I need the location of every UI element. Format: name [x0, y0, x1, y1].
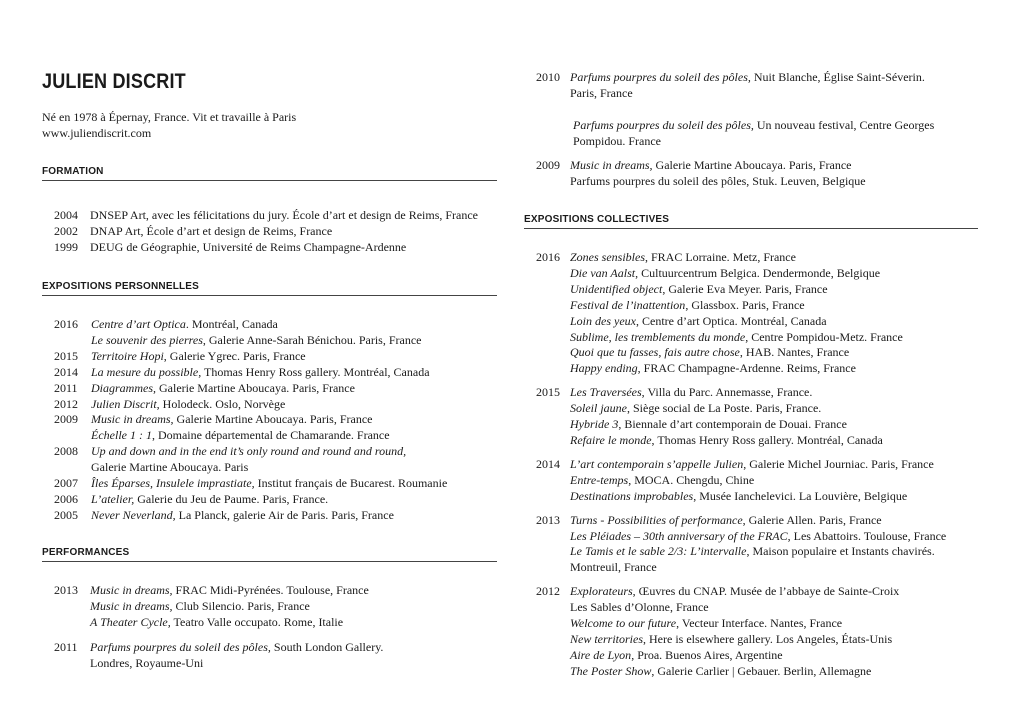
expo-entry [42, 365, 497, 381]
venue: , Villa du Parc. Annemasse, France. [641, 385, 813, 400]
work-title: Unidentified object [570, 281, 663, 296]
expo-entry [42, 397, 497, 413]
work-title: Loin des yeux [570, 313, 636, 328]
performance-group [42, 640, 497, 672]
work-title: Le souvenir des pierres [91, 332, 203, 347]
venue: , Galerie Eva Meyer. Paris, France [662, 281, 828, 296]
work-title: Music in dreams, [91, 412, 174, 427]
performances-heading: PERFORMANCES [42, 547, 497, 562]
entry-year: 2011 [54, 639, 78, 654]
work-title: Centre d’art Optica [91, 317, 186, 331]
expo-group [524, 584, 978, 679]
venue: FRAC Midi-Pyrénées. Toulouse, France [172, 583, 369, 597]
entry-year: 2009 [536, 157, 560, 172]
entry-year: 2004 [54, 208, 78, 222]
work-title: Les Traversées [570, 385, 642, 400]
work-title: Entre-temps [570, 472, 629, 487]
venue: Londres, Royaume-Uni [90, 655, 204, 670]
expo-entry [42, 476, 497, 492]
entry-year: 2013 [54, 583, 78, 597]
venue: Teatro Valle occupato. Rome, Italie [170, 614, 344, 629]
entry-year: 1999 [54, 239, 78, 254]
expo-entry [42, 381, 497, 397]
venue: , Siège social de La Poste. Paris, France. [627, 401, 822, 416]
work-title: Zones sensibles [570, 250, 645, 264]
venue: Thomas Henry Ross gallery. Montréal, Canada [201, 364, 430, 379]
work-title: Music in dreams, [90, 583, 173, 597]
expo-entry [42, 412, 497, 428]
venue: Montreuil, France [570, 560, 657, 575]
entry-year: 2014 [536, 456, 560, 471]
work-title: Territoire Hopi [91, 348, 164, 363]
venue: Institut français de Bucarest. Roumanie [254, 476, 448, 491]
venue: . Montréal, Canada [185, 317, 278, 331]
venue: La Planck, galerie Air de Paris. Paris, France [175, 507, 394, 522]
venue: , Domaine départemental de Chamarande. France [151, 428, 390, 443]
work-title: L’art contemporain s’appelle Julien [570, 456, 744, 471]
work-title: Explorateurs [570, 584, 633, 599]
venue: Un nouveau festival, Centre Georges [753, 117, 935, 132]
work-title: Turns - Possibilities of performance [570, 512, 743, 527]
work-title: New territories [570, 631, 644, 646]
entry-year: 2002 [54, 223, 78, 238]
expo-group [524, 513, 978, 577]
expo-entry [42, 508, 497, 524]
venue: Galerie Martine Aboucaya. Paris [91, 460, 249, 475]
venue: , Proa. Buenos Aires, Argentine [631, 647, 783, 662]
expo-entry [42, 428, 497, 444]
work-title: Aire de Lyon [570, 647, 632, 662]
venue: Galerie du Jeu de Paume. Paris, France. [134, 491, 329, 506]
entry-year: 2006 [54, 491, 78, 506]
venue: , Glassbox. Paris, France [685, 297, 805, 312]
expo-group [524, 70, 978, 150]
expo-entry [42, 444, 497, 460]
work-title: Quoi que tu fasses, fais autre chose [570, 345, 740, 360]
expo-group [524, 385, 978, 449]
expo-entry [42, 349, 497, 365]
venue: Galerie Martine Aboucaya. Paris, France [173, 412, 373, 427]
bio-line: Né en 1978 à Épernay, France. Vit et travaille à Paris [42, 110, 297, 124]
venue: Les Sables d’Olonne, France [570, 600, 709, 615]
personnelles-continued [524, 70, 978, 189]
venue: Pompidou. France [573, 133, 661, 148]
venue: Galerie Martine Aboucaya. Paris, France [156, 380, 355, 395]
work-title: Music in dreams, [570, 157, 653, 172]
work-title: Îles Éparses, Insulele imprastiate, [91, 476, 255, 491]
work-title: Soleil jaune [570, 401, 627, 416]
entry-year: 2011 [54, 380, 78, 395]
venue: , Musée Ianchelevici. La Louvière, Belgique [693, 488, 908, 503]
entry-year: 2010 [536, 70, 560, 84]
venue: , FRAC Champagne-Ardenne. Reims, France [637, 361, 856, 376]
venue: Galerie Martine Aboucaya. Paris, France [652, 157, 852, 172]
venue: Parfums pourpres du soleil des pôles, Stuk. Leuven, Belgique [570, 173, 866, 188]
venue: , Les Abattoirs. Toulouse, France [787, 528, 947, 543]
formation-heading: FORMATION [42, 166, 497, 181]
expo-entry [42, 460, 497, 476]
work-title: The Poster Show [570, 663, 652, 678]
entry-text: DEUG de Géographie, Université de Reims Champagne-Ardenne [90, 239, 407, 254]
entry-year: 2014 [54, 364, 78, 379]
performance-group [42, 583, 497, 631]
venue: , Thomas Henry Ross gallery. Montréal, Canada [651, 432, 883, 447]
collectives-list [524, 250, 978, 680]
work-title: A Theater Cycle, [90, 614, 171, 629]
work-title: Happy ending [570, 361, 638, 376]
venue: , Here is elsewhere gallery. Los Angeles, États-Unis [643, 631, 893, 646]
venue: , Centre Pompidou-Metz. France [745, 329, 903, 344]
work-title: Sublime, les tremblements du monde [570, 329, 746, 344]
entry-year: 2015 [536, 385, 560, 400]
entry-year: 2012 [54, 396, 78, 411]
expo-group [524, 457, 978, 505]
artist-name: JULIEN DISCRIT [42, 70, 186, 93]
entry-year: 2016 [54, 317, 78, 331]
expo-group [524, 158, 978, 190]
entry-year: 2005 [54, 507, 78, 522]
formation-list [42, 208, 497, 256]
entry-year: 2012 [536, 584, 560, 599]
venue: Paris, France [570, 85, 633, 100]
entry-text: DNSEP Art, avec les félicitations du jury. École d’art et design de Reims, France [90, 208, 479, 222]
venue: , FRAC Lorraine. Metz, France [645, 250, 796, 264]
work-title: Le Tamis et le sable 2/3: L’intervalle [570, 544, 747, 559]
venue: , MOCA. Chengdu, Chine [628, 472, 755, 487]
venue: , Galerie Allen. Paris, France [742, 512, 882, 527]
venue: Holodeck. Oslo, Norvège [159, 396, 286, 411]
work-title: L’atelier, [91, 491, 135, 506]
formation-entry [42, 224, 497, 240]
work-title: Die van Aalst [570, 265, 636, 280]
work-title: Parfums pourpres du soleil des pôles, [573, 117, 754, 132]
venue: , Galerie Anne-Sarah Bénichou. Paris, France [202, 332, 422, 347]
entry-year: 2007 [54, 476, 78, 491]
venue: , Centre d’art Optica. Montréal, Canada [635, 313, 827, 328]
venue: , Biennale d’art contemporain de Douai. France [618, 417, 847, 432]
entry-year: 2016 [536, 250, 560, 264]
venue: South London Gallery. [270, 639, 384, 654]
venue: , Galerie Carlier | Gebauer. Berlin, Allemagne [651, 663, 872, 678]
artist-bio [42, 109, 296, 141]
work-title: Parfums pourpres du soleil des pôles, [90, 639, 271, 654]
entry-year: 2015 [54, 348, 78, 363]
work-title: Festival de l’inattention [570, 297, 686, 312]
formation-entry [42, 208, 497, 224]
venue: Nuit Blanche, Église Saint-Séverin. [750, 70, 925, 84]
personnelles-heading: EXPOSITIONS PERSONNELLES [42, 281, 497, 296]
venue: , Galerie Ygrec. Paris, France [163, 348, 306, 363]
venue: , HAB. Nantes, France [739, 345, 850, 360]
work-title: Julien Discrit, [91, 396, 160, 411]
work-title: Hybride 3 [570, 417, 619, 432]
personnelles-list [42, 317, 497, 524]
expo-entry [42, 492, 497, 508]
performances-list [42, 583, 497, 672]
collectives-heading: EXPOSITIONS COLLECTIVES [524, 214, 978, 229]
entry-year: 2008 [54, 444, 78, 459]
work-title: Refaire le monde [570, 432, 652, 447]
expo-entry [42, 317, 497, 333]
work-title: Never Neverland, [91, 507, 176, 522]
work-title: Destinations improbables [570, 488, 694, 503]
venue: , Maison populaire et Instants chavirés. [746, 544, 935, 559]
venue: , Cultuurcentrum Belgica. Dendermonde, Belgique [635, 265, 881, 280]
expo-entry [42, 333, 497, 349]
work-title: Welcome to our future [570, 616, 677, 631]
work-title: Parfums pourpres du soleil des pôles, [570, 70, 751, 84]
venue: , Œuvres du CNAP. Musée de l’abbaye de Sainte-Croix [632, 584, 900, 599]
entry-year: 2013 [536, 512, 560, 527]
work-title: Diagrammes, [91, 380, 156, 395]
formation-entry [42, 240, 497, 256]
work-title: Les Pléiades – 30th anniversary of the FRAC [570, 528, 788, 543]
entry-text: DNAP Art, École d’art et design de Reims, France [90, 223, 333, 238]
work-title: Music in dreams, [90, 598, 173, 613]
expo-group [524, 250, 978, 377]
entry-year: 2009 [54, 412, 78, 427]
venue: Club Silencio. Paris, France [172, 598, 310, 613]
venue: , Galerie Michel Journiac. Paris, France [743, 456, 934, 471]
work-title: La mesure du possible, [91, 364, 202, 379]
venue: , Vecteur Interface. Nantes, France [676, 616, 843, 631]
work-title: Up and down and in the end it’s only round and round and round, [91, 444, 407, 459]
website-link[interactable]: www.juliendiscrit.com [42, 126, 152, 140]
work-title: Échelle 1 : 1 [91, 428, 152, 443]
